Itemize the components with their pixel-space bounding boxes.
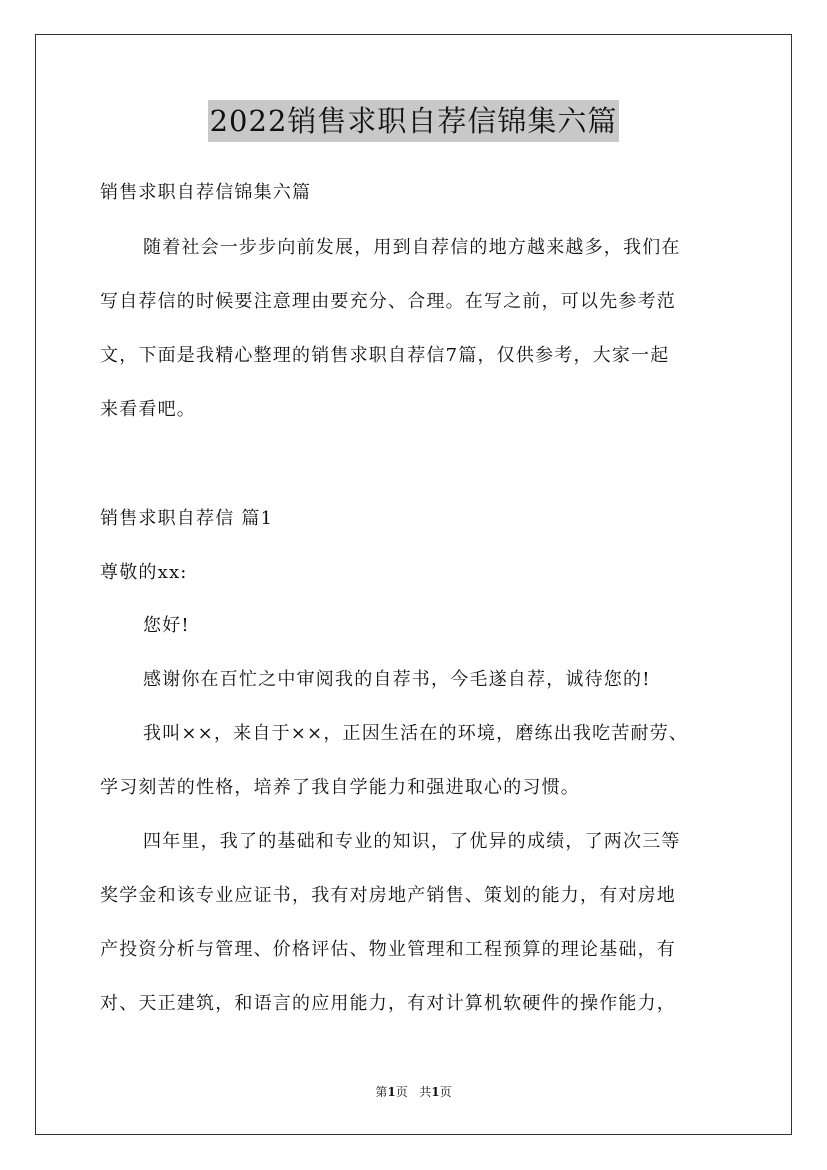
greeting: 您好! [143, 615, 190, 636]
body-line-5: 奖学金和该专业应证书，我有对房地产销售、策划的能力，有对房地 [100, 885, 676, 906]
title-container [0, 100, 827, 142]
body-line-7: 对、天正建筑，和语言的应用能力，有对计算机软硬件的操作能力， [100, 993, 676, 1014]
document-subtitle: 销售求职自荐信锦集六篇 [100, 182, 312, 203]
page-suffix: 页 [395, 1085, 408, 1099]
total-suffix: 页 [439, 1085, 452, 1099]
body-line-3: 学习刻苦的性格，培养了我自学能力和强进取心的习惯。 [100, 777, 580, 798]
section-heading: 销售求职自荐信 篇1 [100, 508, 274, 529]
intro-line-1: 随着社会一步步向前发展，用到自荐信的地方越来越多，我们在 [143, 237, 681, 258]
page-footer [0, 1084, 827, 1100]
page-prefix: 第 [375, 1085, 388, 1099]
intro-line-4: 来看看吧。 [100, 399, 196, 420]
total-number: 1 [431, 1085, 440, 1099]
page-number: 1 [387, 1085, 396, 1099]
total-prefix: 共 [419, 1085, 432, 1099]
body-line-6: 产投资分析与管理、价格评估、物业管理和工程预算的理论基础，有 [100, 939, 676, 960]
body-line-4: 四年里，我了的基础和专业的知识，了优异的成绩，了两次三等 [143, 831, 681, 852]
body-line-2: 我叫××，来自于××，正因生活在的环境，磨练出我吃苦耐劳、 [143, 723, 689, 744]
salutation: 尊敬的xx: [100, 562, 188, 583]
intro-line-2: 写自荐信的时候要注意理由要充分、合理。在写之前，可以先参考范 [100, 291, 676, 312]
intro-line-3: 文，下面是我精心整理的销售求职自荐信7篇，仅供参考，大家一起 [100, 345, 670, 366]
document-title: 2022销售求职自荐信锦集六篇 [208, 100, 620, 142]
body-line-1: 感谢你在百忙之中审阅我的自荐书，今毛遂自荐，诚待您的! [143, 669, 651, 690]
